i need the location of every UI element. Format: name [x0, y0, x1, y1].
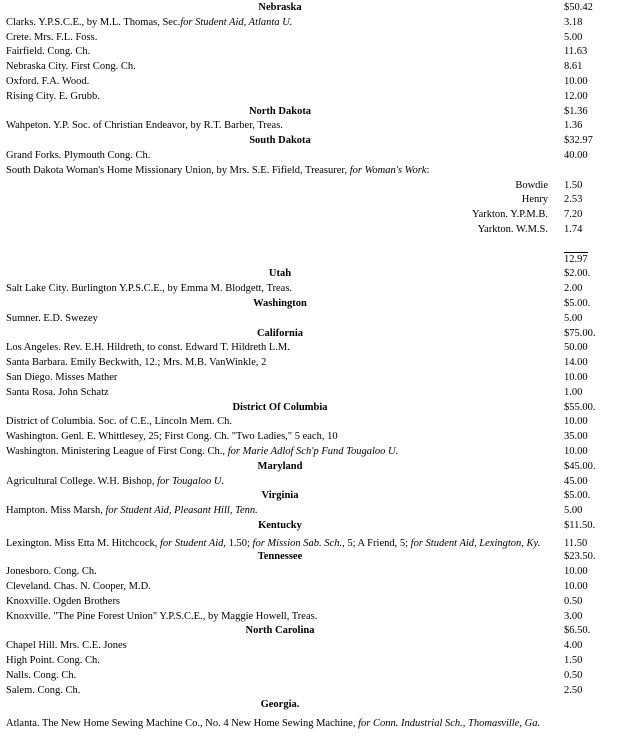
entry-text: Wahpeton. Y.P. Soc. of Christian Endeavor, by R.T. Barber, Treas.: [6, 120, 283, 132]
entry-amount: 35.00: [564, 431, 588, 443]
entry-text: Utah: [268, 268, 292, 280]
entry-description: [0, 415, 560, 430]
state-name: [0, 1, 560, 16]
state-heading-row: [0, 1, 620, 16]
entry-amount: [560, 245, 614, 253]
ledger-row: [0, 312, 620, 327]
entry-text: Agricultural College. W.H. Bishop,: [6, 475, 158, 487]
entry-text: Clarks. Y.P.S.C.E., by M.L. Thomas, Sec.: [6, 16, 181, 28]
entry-text: California: [256, 327, 304, 339]
ledger-row: [0, 341, 620, 356]
entry-text: Fairfield. Cong. Ch.: [6, 46, 91, 58]
designation-text: for Student Aid, Atlanta U.: [180, 16, 293, 28]
entry-text: Jonesboro. Cong. Ch.: [6, 566, 97, 578]
entry-text: Washington. Ministering League of First Cong. Ch.,: [6, 445, 228, 457]
ledger-row: [0, 504, 620, 519]
entry-text: San Diego. Misses Mather: [6, 371, 118, 383]
entry-description: [0, 565, 560, 580]
state-name: [0, 267, 560, 282]
entry-text: , 1.50;: [223, 537, 253, 549]
state-heading-row: [0, 550, 620, 565]
ledger-row: [0, 16, 620, 31]
entry-description: [0, 610, 560, 625]
state-name: [0, 460, 560, 475]
designation-text: for Student Aid: [159, 537, 224, 549]
entry-amount: 0.50: [564, 595, 583, 607]
entry-amount: 1.36: [564, 120, 583, 132]
entry-description: [0, 341, 560, 356]
ledger-row: [0, 430, 620, 445]
designation-text: for Conn. Industrial Sch., Thomasville, Ga.: [358, 717, 541, 729]
entry-text: Santa Barbara. Emily Beckwith, 12.; Mrs. M.B. VanWinkle, 2: [6, 357, 267, 369]
entry-text: South Dakota: [249, 135, 311, 147]
entry-text: Knoxville. "The Pine Forest Union" Y.P.S.C.E., by Maggie Howell, Treas.: [6, 610, 318, 622]
state-heading-row: [0, 297, 620, 312]
entry-amount: 12.00: [564, 90, 588, 102]
entry-description: [0, 356, 560, 371]
ledger-row: [0, 669, 620, 684]
entry-description: [0, 475, 560, 490]
entry-text: Knoxville. Ogden Brothers: [6, 595, 121, 607]
state-total: $2.00.: [564, 268, 591, 280]
entry-description: [0, 16, 560, 31]
state-name: [0, 297, 560, 312]
state-total: $1.36: [564, 105, 588, 117]
entry-description: [0, 386, 560, 401]
entry-text: Yarkton. Y.P.M.B.: [472, 209, 548, 221]
entry-description: [0, 149, 560, 164]
state-heading-row: [0, 624, 620, 639]
entry-description: [0, 371, 560, 386]
entry-description: [0, 119, 560, 134]
sub-entry-row: [0, 223, 620, 238]
entry-description: [0, 312, 560, 327]
entry-text: Crete. Mrs. F.L. Foss.: [6, 31, 98, 43]
state-name: [0, 519, 560, 534]
ledger-row: [0, 371, 620, 386]
ledger-row: [0, 119, 620, 134]
entry-amount: 45.00: [564, 475, 588, 487]
entry-text: Henry: [521, 194, 548, 206]
ledger-row: [0, 654, 620, 669]
entry-text: Nalls. Cong. Ch.: [6, 669, 77, 681]
state-name: [0, 327, 560, 342]
entry-text: Atlanta. The New Home Sewing Machine Co., No. 4 New Home Sewing Machine,: [6, 717, 359, 729]
entry-description: [0, 31, 560, 46]
entry-text: Rising City. E. Grubb.: [6, 90, 100, 102]
entry-description: [0, 282, 560, 297]
state-total: $6.50.: [564, 625, 591, 637]
state-heading-row: [0, 327, 620, 342]
ledger-row: [0, 713, 620, 730]
entry-amount: 10.00: [564, 445, 588, 457]
entry-text: Chapel Hill. Mrs. C.E. Jones: [6, 640, 127, 652]
state-name: [0, 401, 560, 416]
entry-amount: 7.20: [564, 209, 583, 221]
entry-description: [0, 654, 560, 669]
entry-amount: 50.00: [564, 342, 588, 354]
ledger-row: [0, 639, 620, 654]
state-heading-row: [0, 489, 620, 504]
entry-text: District Of Columbia: [232, 401, 328, 413]
entry-amount: 11.63: [564, 46, 588, 58]
state-total: $5.00.: [564, 297, 591, 309]
entry-amount: 40.00: [564, 149, 588, 161]
state-name: [0, 698, 560, 713]
entry-amount: 4.00: [564, 640, 583, 652]
entry-text: Oxford. F.A. Wood.: [6, 75, 90, 87]
entry-amount: 1.50: [564, 655, 583, 667]
entry-amount: 5.00: [564, 312, 583, 324]
entry-amount: 0.50: [564, 669, 583, 681]
subtotal-rule: [0, 238, 620, 253]
entry-text: District of Columbia. Soc. of C.E., Lincoln Mem. Ch.: [6, 416, 233, 428]
state-total: $50.42: [564, 2, 593, 13]
entry-description: [0, 164, 560, 179]
ledger-row: [0, 534, 620, 551]
entry-text: Los Angeles. Rev. E.H. Hildreth, to const. Edward T. Hildreth L.M.: [6, 342, 290, 354]
entry-amount: 1.50: [564, 179, 583, 191]
entry-text: Santa Rosa. John Schatz: [6, 386, 109, 398]
state-heading-row: [0, 105, 620, 120]
entry-description: [0, 45, 560, 60]
entry-amount: 2.53: [564, 194, 583, 206]
state-total: $23.50.: [564, 551, 596, 563]
entry-amount: 10.00: [564, 581, 588, 593]
entry-amount: 5.00: [564, 505, 583, 517]
entry-amount: 10.00: [564, 371, 588, 383]
entry-text: South Dakota Woman's Home Missionary Union, by Mrs. S.E. Fifield, Treasurer,: [6, 164, 350, 176]
entry-description: [0, 595, 560, 610]
ledger-row: [0, 580, 620, 595]
state-total: $55.00.: [564, 401, 596, 413]
ledger-row: [0, 475, 620, 490]
state-name: [0, 624, 560, 639]
state-name: [0, 489, 560, 504]
state-name: [0, 105, 560, 120]
ledger-row: [0, 610, 620, 625]
entry-text: Washington: [253, 297, 307, 309]
entry-text: High Point. Cong. Ch.: [6, 655, 100, 667]
entry-description: [0, 179, 560, 194]
designation-text: for Tougaloo U.: [157, 475, 225, 487]
ledger-row: [0, 282, 620, 297]
entry-description: [0, 208, 560, 223]
entry-text: Nebraska City. First Cong. Ch.: [6, 61, 136, 73]
entry-amount: 12.97: [564, 253, 588, 265]
entry-amount: 1.74: [564, 223, 583, 235]
state-total: $32.97: [564, 135, 593, 147]
state-heading-row: [0, 401, 620, 416]
entry-text: Kentucky: [258, 519, 302, 531]
entry-text: Georgia.: [260, 699, 300, 711]
state-name: [0, 550, 560, 565]
entry-text: Bowdie: [515, 179, 548, 191]
entry-amount: 10.00: [564, 416, 588, 428]
sub-entry-row: [0, 179, 620, 194]
entry-description: [0, 445, 560, 460]
sub-entry-row: [0, 208, 620, 223]
entry-description: [0, 223, 560, 238]
entry-text: North Dakota: [248, 105, 312, 117]
state-heading-row: [0, 134, 620, 149]
designation-text: for Student Aid, Lexington, Ky.: [410, 537, 541, 549]
entry-amount: 1.00: [564, 386, 583, 398]
ledger-row: [0, 31, 620, 46]
entry-text: Maryland: [257, 460, 303, 472]
entry-description: [0, 684, 560, 699]
state-heading-row: [0, 698, 620, 713]
entry-amount: 5.00: [564, 31, 583, 43]
entry-amount: 14.00: [564, 357, 588, 369]
entry-description: [0, 504, 560, 519]
entry-text: , 5; A Friend, 5;: [342, 537, 411, 549]
state-name: [0, 134, 560, 149]
sub-entry-row: [0, 193, 620, 208]
ledger-row: [0, 45, 620, 60]
ledger-row: [0, 356, 620, 371]
entry-amount: 2.50: [564, 684, 583, 696]
entry-text: Lexington. Miss Etta M. Hitchcock,: [6, 537, 160, 549]
ledger-row: [0, 90, 620, 105]
entry-amount: 10.00: [564, 566, 588, 578]
ledger-row: [0, 60, 620, 75]
state-total: $5.00.: [564, 490, 591, 502]
ledger-row: [0, 565, 620, 580]
ledger-row: [0, 445, 620, 460]
state-total: $11.50.: [564, 519, 596, 531]
entry-description: [0, 430, 560, 445]
entry-amount: 3.18: [564, 16, 583, 28]
ledger-row: [0, 386, 620, 401]
entry-text: Yarkton. W.M.S.: [477, 223, 548, 235]
state-total: $45.00.: [564, 460, 596, 472]
state-heading-row: [0, 519, 620, 534]
entry-text: Salt Lake City. Burlington Y.P.S.C.E., by Emma M. Blodgett, Treas.: [6, 283, 293, 295]
state-total: $75.00.: [564, 327, 596, 339]
ledger-row: [0, 164, 620, 179]
ledger-row: [0, 595, 620, 610]
entry-description: [0, 60, 560, 75]
entry-description: [0, 669, 560, 684]
entry-amount: 11.50: [564, 538, 588, 550]
entry-description: [0, 75, 560, 90]
designation-text: for Woman's Work: [349, 164, 427, 176]
entry-text: North Carolina: [245, 625, 315, 637]
entry-description: [0, 639, 560, 654]
entry-text: Salem. Cong. Ch.: [6, 684, 81, 696]
entry-amount: 10.00: [564, 75, 588, 87]
entry-description: [0, 718, 560, 730]
entry-amount: 8.61: [564, 61, 583, 73]
designation-text: for Marie Adlof Sch'p Fund Tougaloo U.: [227, 445, 399, 457]
ledger-row: [0, 415, 620, 430]
entry-text: Hampton. Miss Marsh,: [6, 505, 106, 517]
entry-text: Virginia: [261, 490, 299, 502]
entry-description: [0, 580, 560, 595]
entry-amount: 2.00: [564, 283, 583, 295]
ledger-row: [0, 149, 620, 164]
entry-description: [0, 193, 560, 208]
entry-text: Tennessee: [257, 551, 303, 563]
state-heading-row: [0, 267, 620, 282]
state-heading-row: [0, 460, 620, 475]
entry-text: Washington. Genl. E. Whittlesey, 25; First Cong. Ch. "Two Ladies," 5 each, 10: [6, 431, 338, 443]
entry-text: Nebraska: [258, 2, 302, 13]
entry-text: Grand Forks. Plymouth Cong. Ch.: [6, 149, 151, 161]
ledger-row: [0, 75, 620, 90]
entry-amount: 3.00: [564, 610, 583, 622]
entry-text: Sumner. E.D. Swezey: [6, 312, 98, 324]
ledger-row: [0, 253, 620, 268]
entry-description: [0, 538, 560, 550]
entry-description: [0, 90, 560, 105]
entry-text: :: [426, 164, 430, 176]
designation-text: for Mission Sab. Sch.: [252, 537, 343, 549]
ledger-row: [0, 684, 620, 699]
designation-text: for Student Aid, Pleasant Hill, Tenn.: [105, 505, 258, 517]
entry-text: Cleveland. Chas. N. Cooper, M.D.: [6, 581, 151, 593]
